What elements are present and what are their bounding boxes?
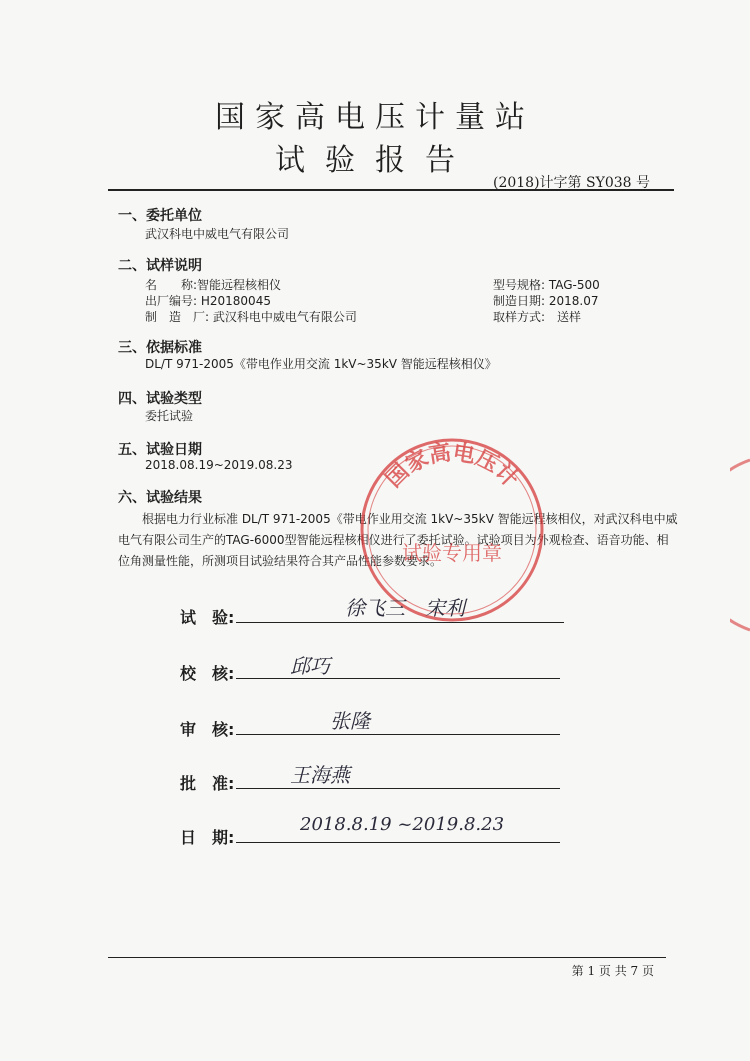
approve-signature: 王海燕 (290, 763, 350, 787)
review-label: 审 核: (180, 720, 235, 739)
sample-name: 名 称:智能远程核相仪 (145, 278, 282, 292)
review-signature-line (236, 734, 560, 735)
check-signature: 邱巧 (290, 654, 330, 678)
section-test-date-content: 2018.08.19~2019.08.23 (145, 458, 293, 472)
approve-label: 批 准: (180, 774, 235, 793)
sample-model: 型号规格: TAG-500 (493, 278, 600, 292)
edge-stamp-fragment (730, 455, 750, 635)
section-test-type-content: 委托试验 (145, 409, 194, 423)
bottom-rule (108, 957, 666, 958)
section-test-type-heading: 四、试验类型 (118, 391, 202, 407)
sample-sampling-method: 取样方式: 送样 (493, 310, 582, 324)
report-title-line1: 国家高电压计量站 (215, 100, 535, 135)
top-rule (108, 189, 674, 191)
svg-text:国家高电压计: 国家高电压计 (381, 440, 523, 493)
check-label: 校 核: (180, 664, 235, 683)
svg-text:试验专用章: 试验专用章 (402, 541, 502, 565)
review-signature: 张隆 (330, 709, 370, 733)
page-number: 第 1 页 共 7 页 (571, 964, 654, 978)
sample-manufacture-date: 制造日期: 2018.07 (493, 294, 599, 308)
sample-maker: 制 造 厂: 武汉科电中威电气有限公司 (145, 310, 357, 324)
date-label: 日 期: (180, 828, 235, 847)
date-signature-line (236, 842, 560, 843)
section-client-heading: 一、委托单位 (118, 208, 202, 224)
check-signature-line (236, 678, 560, 679)
test-label: 试 验: (180, 608, 235, 627)
section-results-heading: 六、试验结果 (118, 490, 202, 506)
test-signature-line (236, 622, 564, 623)
report-number: (2018)计字第 SY038 号 (492, 175, 650, 191)
section-sample-heading: 二、试样说明 (118, 258, 202, 274)
section-test-date-heading: 五、试验日期 (118, 442, 202, 458)
section-standard-heading: 三、依据标准 (118, 340, 202, 356)
section-standard-content: DL/T 971-2005《带电作业用交流 1kV~35kV 智能远程核相仪》 (145, 357, 497, 371)
date-signature: 2018.8.19 ~2019.8.23 (300, 814, 505, 835)
approve-signature-line (236, 788, 560, 789)
test-signature: 徐飞三 宋利 (345, 596, 465, 620)
section-client-content: 武汉科电中威电气有限公司 (145, 227, 290, 241)
section-results-content: 根据电力行业标准 DL/T 971-2005《带电作业用交流 1kV~35kV 智能远程核相仪，对武汉科电中威电气有限公司生产的TAG-6000型智能远程核相仪进行了委托试验。试验项目为外观检查、语音功能、相位角测量性能，所测项目试验结果符合其产品性能参数要求。 (118, 512, 678, 568)
sample-serial: 出厂编号: H20180045 (145, 294, 271, 308)
report-title-line2: 试验报告 (275, 143, 475, 178)
